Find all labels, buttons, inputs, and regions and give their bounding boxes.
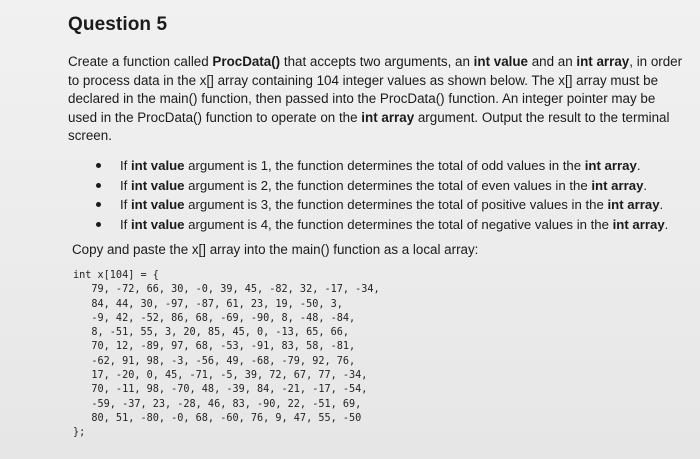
text-fragment: argument is 3, the function determines the total of positive values in the <box>184 197 608 212</box>
text-fragment: If <box>120 158 131 173</box>
question-title: Question 5 <box>68 14 168 35</box>
description-line-5: screen. <box>68 128 112 144</box>
code-line: 79, -72, 66, 30, -0, 39, 45, -82, 32, -17, -34, <box>73 284 380 296</box>
list-item <box>96 156 668 176</box>
text-fragment: argument. Output the result to the terminal <box>414 109 670 125</box>
text-fragment: argument is 1, the function determines the total of odd values in the <box>184 158 585 173</box>
list-item <box>96 215 668 235</box>
code-line: -9, 42, -52, 86, 68, -69, -90, 8, -48, -84, <box>73 312 356 324</box>
int-value-bold: int value <box>131 177 185 193</box>
code-block <box>73 269 380 441</box>
description-line-1 <box>68 53 683 72</box>
code-line: 84, 44, 30, -97, -87, 61, 23, 19, -50, 3, <box>73 298 343 310</box>
question-description <box>68 53 683 146</box>
copy-instruction: Copy and paste the x[] array into the main() function as a local array: <box>72 242 479 257</box>
code-line: 70, -11, 98, -70, 48, -39, 84, -21, -17, -54, <box>73 384 368 396</box>
text-fragment: If <box>120 177 131 193</box>
text-fragment: . <box>659 197 664 212</box>
text-fragment: . <box>643 177 648 193</box>
code-line: 80, 51, -80, -0, 68, -60, 76, 9, 47, 55, -50 <box>73 412 362 424</box>
int-array-bold: int array <box>612 216 665 232</box>
int-array-bold: int array <box>591 177 644 193</box>
description-line-3: declared in the main() function, then passed into the ProcData() function. An integer pointer may be <box>68 91 656 107</box>
text-fragment: . <box>664 216 669 232</box>
function-name-bold: ProcData() <box>212 54 281 69</box>
int-value-bold: int value <box>131 216 185 232</box>
int-value-bold: int value <box>131 158 185 173</box>
int-value-bold: int value <box>473 54 528 69</box>
list-item <box>96 195 668 215</box>
text-fragment: used in the ProcData() function to operate on the <box>68 109 362 125</box>
code-line: 17, -20, 0, 45, -71, -5, 39, 72, 67, 77, -34, <box>73 370 368 382</box>
code-line: -59, -37, 23, -28, 46, 83, -90, 22, -51, 69, <box>73 398 362 410</box>
bullet-icon <box>96 202 101 207</box>
text-fragment: , in order <box>629 54 683 69</box>
code-line: int x[104] = { <box>73 270 159 281</box>
text-fragment: . <box>636 158 641 173</box>
bullet-icon <box>96 163 101 168</box>
description-line-2: to process data in the x[] array containing 104 integer values as shown below. The x[] array must be <box>68 72 659 88</box>
int-array-bold: int array <box>576 54 630 69</box>
text-fragment: Create a function called <box>68 54 213 69</box>
code-line: 8, -51, 55, 3, 20, 85, 45, 0, -13, 65, 66, <box>73 327 350 339</box>
int-array-bold: int array <box>607 197 660 212</box>
code-line: 70, 12, -89, 97, 68, -53, -91, 83, 58, -81, <box>73 341 356 353</box>
description-line-4 <box>68 109 670 128</box>
requirements-list <box>96 156 668 234</box>
code-line: }; <box>73 427 86 439</box>
int-array-bold: int array <box>584 158 637 173</box>
bullet-icon <box>96 183 101 188</box>
text-fragment: If <box>120 216 131 232</box>
bullet-icon <box>96 222 101 227</box>
text-fragment: If <box>120 197 131 212</box>
code-line: -62, 91, 98, -3, -56, 49, -68, -79, 92, 76, <box>73 355 356 367</box>
int-array-bold: int array <box>361 109 415 125</box>
text-fragment: argument is 2, the function determines the total of even values in the <box>184 177 592 193</box>
text-fragment: that accepts two arguments, an <box>280 54 474 69</box>
list-item <box>96 176 668 196</box>
int-value-bold: int value <box>131 197 185 212</box>
text-fragment: and an <box>528 54 577 69</box>
text-fragment: argument is 4, the function determines the total of negative values in the <box>184 216 613 232</box>
